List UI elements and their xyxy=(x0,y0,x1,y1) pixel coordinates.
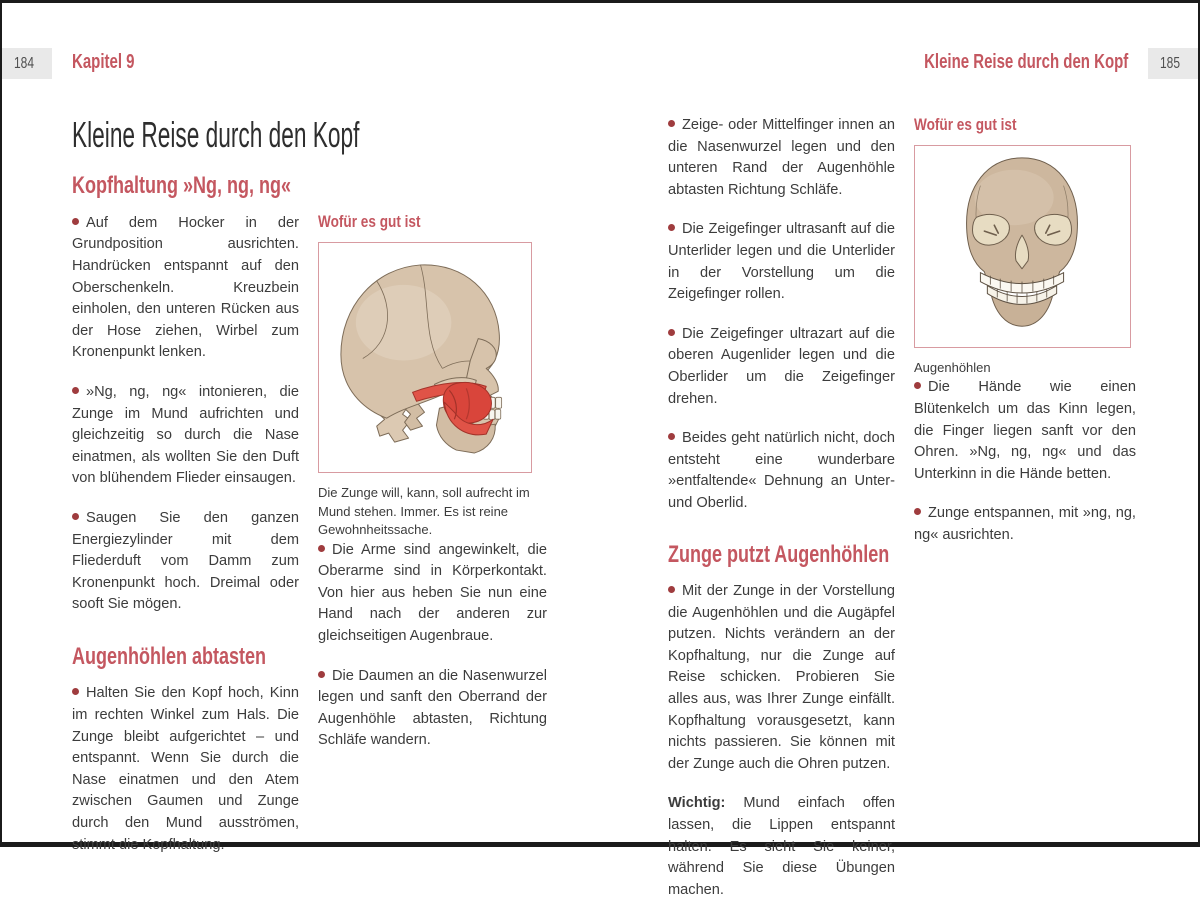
columns xyxy=(668,115,1136,919)
page-content xyxy=(2,3,600,874)
bullet-paragraph xyxy=(72,508,299,616)
bullet-paragraph xyxy=(668,428,895,514)
figure-heading: Wofür es gut ist xyxy=(318,212,421,232)
note-paragraph xyxy=(668,793,895,901)
spread xyxy=(2,3,1198,898)
bullet-text: Auf dem Hocker in der Grundposition ausrichten. Handrücken entspannt auf den Oberschenkeln. Kreuzbein einholen, den unteren Rücken aus der Hose ziehen, Wirbel zum Kronenpunkt lenken. xyxy=(72,214,299,361)
page-number-badge xyxy=(1148,48,1198,79)
section-heading-augenhoehlen: Augenhöhlen abtasten xyxy=(72,642,267,670)
figure-caption: Die Zunge will, kann, soll aufrecht im Mund stehen. Immer. Es ist reine Gewohnheitssache. xyxy=(318,485,530,538)
bullet-icon xyxy=(668,120,675,127)
bullet-text: Saugen Sie den ganzen Energiezylinder mit dem Fliederduft vom Damm zum Kronenpunkt hoch. Dreimal oder sooft Sie mögen. xyxy=(72,509,299,613)
bullet-icon xyxy=(72,387,79,394)
bullet-paragraph xyxy=(668,219,895,305)
running-header-right: Kleine Reise durch den Kopf xyxy=(923,51,1128,73)
bullet-paragraph xyxy=(914,503,1136,546)
right-column xyxy=(318,172,547,874)
bullet-icon xyxy=(72,688,79,695)
left-column xyxy=(668,115,895,919)
lateral-skull-figure xyxy=(318,242,532,473)
bullet-text: Zunge entspannen, mit »ng, ng, ng« ausrichten. xyxy=(914,505,1136,544)
bullet-icon xyxy=(318,545,325,552)
note-text: Mund einfach offen lassen, die Lippen entspannt halten. Es sieht Sie keiner, während Sie diese Übungen machen. xyxy=(668,795,895,898)
bullet-text: Beides geht natürlich nicht, doch entsteht eine wunderbare »entfaltende« Dehnung an Unter- und Oberlid. xyxy=(668,430,895,511)
bullet-text: Die Daumen an die Nasenwurzel legen und sanft den Oberrand der Augenhöhle abtasten, Richtung Schläfe wandern. xyxy=(318,667,547,749)
bullet-text: Die Arme sind angewinkelt, die Oberarme sind in Körperkontakt. Von hier aus heben Sie nun eine Hand nach der anderen zur gleichseitigen Augenbraue. xyxy=(318,541,547,644)
right-column xyxy=(914,115,1136,919)
bullet-paragraph xyxy=(72,382,299,490)
page-content xyxy=(600,3,1198,919)
frontal-skull-figure xyxy=(914,145,1131,348)
bullet-paragraph xyxy=(72,683,299,856)
bullet-text: Die Zeigefinger ultrazart auf die oberen Augenlider legen und die Oberlider um die Zeigefinger drehen. xyxy=(668,325,895,407)
figure-caption: Augenhöhlen xyxy=(914,360,991,375)
bullet-text: »Ng, ng, ng« intonieren, die Zunge im Mund aufrichten und gleichzeitig so durch die Nase einatmen, als wollten Sie den Duft von blühendem Flieder einsaugen. xyxy=(72,383,299,487)
bullet-text: Die Hände wie einen Blütenkelch um das Kinn legen, die Finger liegen sanft vor den Ohren. »Ng, ng, ng« und das Unterkinn in die Hände betten. xyxy=(914,379,1136,482)
bullet-paragraph xyxy=(668,324,895,410)
section-heading-zunge: Zunge putzt Augenhöhlen xyxy=(668,540,890,568)
chapter-title: Kleine Reise durch den Kopf xyxy=(72,114,360,155)
bullet-icon xyxy=(668,329,675,336)
section-heading-kopfhaltung: Kopfhaltung »Ng, ng, ng« xyxy=(72,172,291,200)
page-185 xyxy=(600,3,1198,898)
bullet-text: Mit der Zunge in der Vorstellung die Augenhöhlen und die Augäpfel putzen. Nichts verändern an der Kopfhaltung, nur die Zunge auf Reise schicken. Probieren Sie alles aus, was Ihrer Zunge einfällt. Kopfhaltung vorausgesetzt, kann nichts passieren. Sie können mit der Zunge auch die Ohren putzen. xyxy=(668,583,895,772)
bullet-icon xyxy=(668,433,675,440)
page-number-badge xyxy=(2,48,52,79)
bullet-text: Halten Sie den Kopf hoch, Kinn im rechten Winkel zum Hals. Die Zunge bleibt aufgerichtet – und entspannt. Wenn Sie durch die Nase einatmen und den Atem zwischen Gaumen und Zunge durch den Mund ausströmen, stimmt die Kopfhaltung. xyxy=(72,685,299,853)
page-number: 185 xyxy=(1159,54,1180,72)
columns xyxy=(72,172,547,874)
running-header-left: Kapitel 9 xyxy=(72,51,135,73)
note-label: Wichtig: xyxy=(668,795,726,812)
bullet-icon xyxy=(72,218,79,225)
bullet-text: Die Zeigefinger ultrasanft auf die Unterlider legen und die Unterlider in der Vorstellung um die Zeigefinger rollen. xyxy=(668,221,895,303)
lateral-skull-tongue-muscles-icon xyxy=(319,243,531,472)
bullet-paragraph xyxy=(668,581,895,775)
bullet-paragraph xyxy=(318,540,547,648)
bullet-icon xyxy=(668,586,675,593)
bullet-paragraph xyxy=(318,666,547,752)
page-number: 184 xyxy=(13,54,34,72)
bullet-icon xyxy=(668,224,675,231)
bullet-text: Zeige- oder Mittelfinger innen an die Nasenwurzel legen und den unteren Rand der Augenhöhle abtasten Richtung Schläfe. xyxy=(668,117,895,198)
bullet-icon xyxy=(72,513,79,520)
bullet-paragraph xyxy=(914,377,1136,485)
bullet-paragraph xyxy=(668,115,895,201)
left-column xyxy=(72,172,299,874)
figure-heading: Wofür es gut ist xyxy=(914,115,1017,134)
bullet-icon xyxy=(318,671,325,678)
frontal-skull-icon xyxy=(915,146,1130,347)
page-184 xyxy=(2,3,600,853)
bullet-icon xyxy=(914,382,921,389)
bullet-icon xyxy=(914,508,921,515)
bullet-paragraph xyxy=(72,213,299,364)
